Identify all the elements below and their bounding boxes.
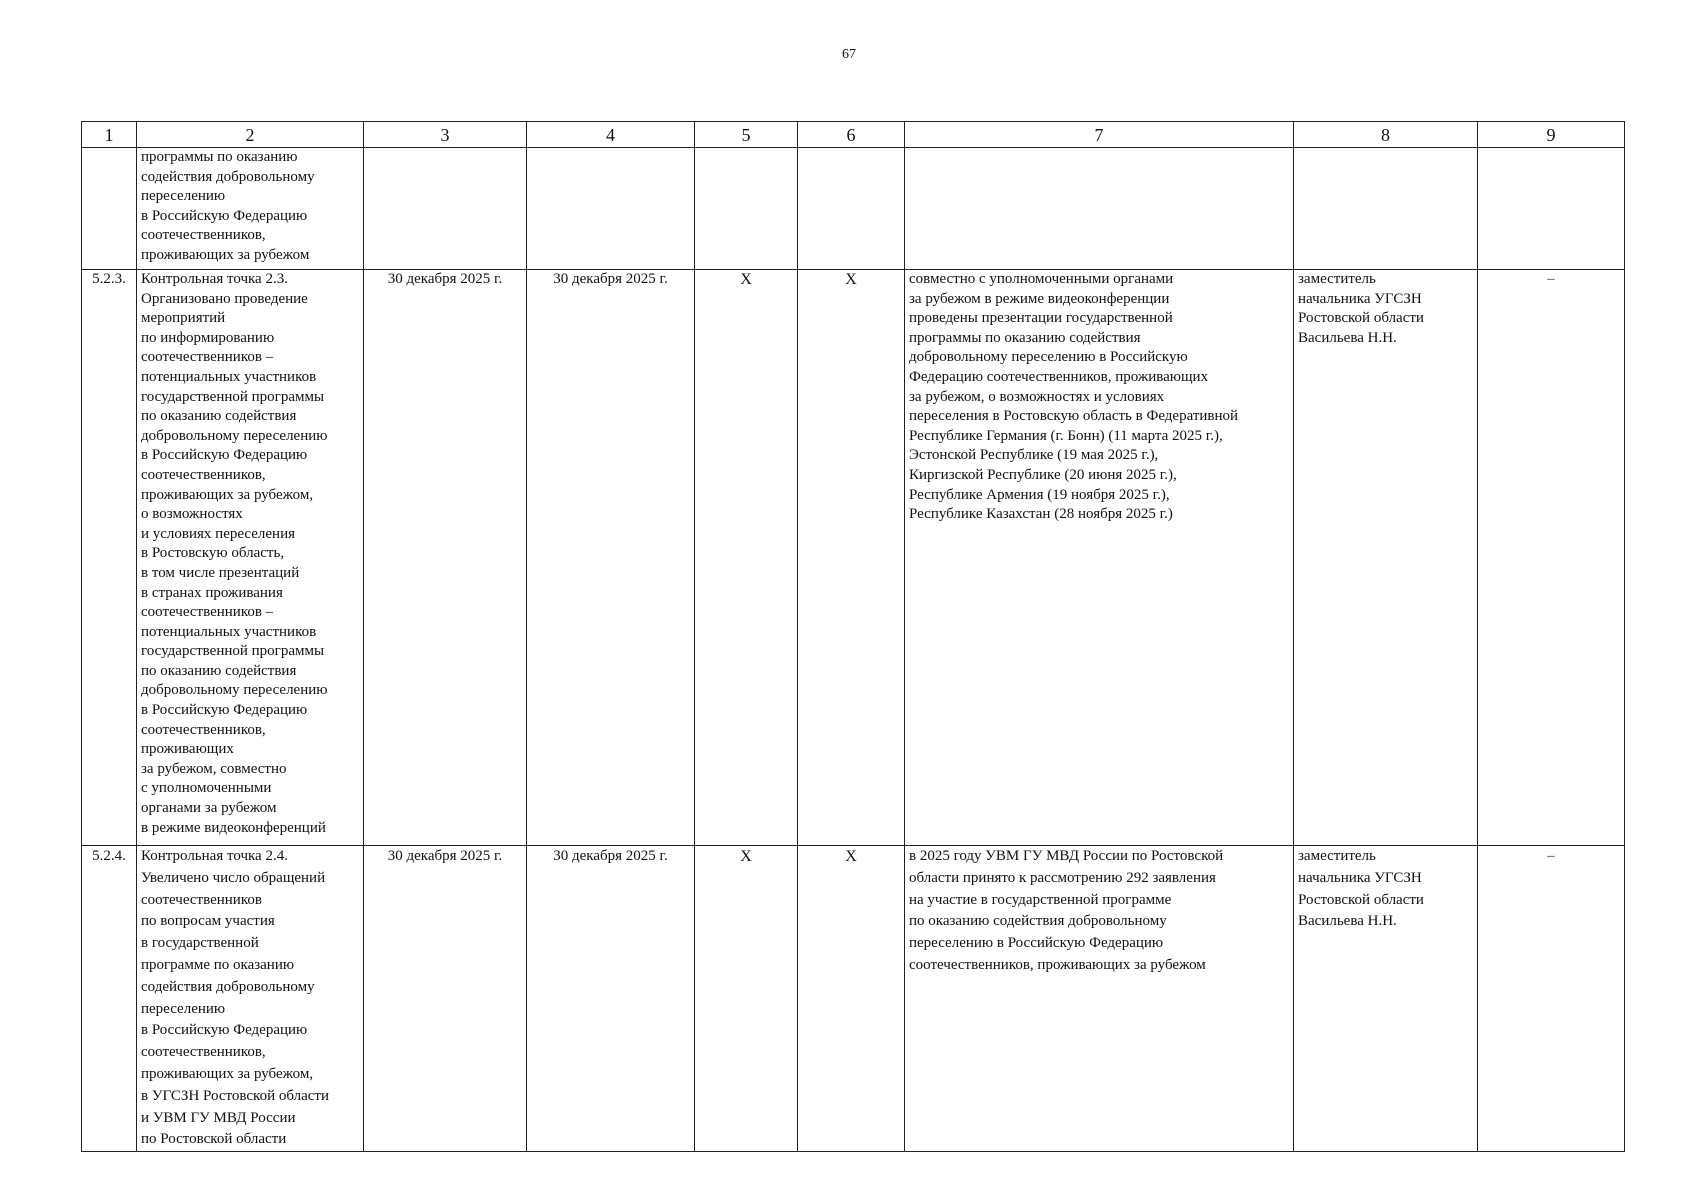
header-row (82, 122, 1625, 148)
activity-name: Контрольная точка 2.3. Организовано проведение мероприятий по информированию соотечественников – потенциальных участников государственной программы по оказанию содействия добровольному переселению в Российскую Федерацию соотечественников, проживающих за рубежом, о возможностях и условиях переселения в Ростовскую область, в том числе презентаций в странах проживания соотечественников – потенциальных участников государственной программы по оказанию содействия добровольному переселению в Российскую Федерацию соотечественников, проживающих за рубежом, совместно с уполномоченными органами за рубежом в режиме видеоконференций (137, 270, 364, 846)
column-header-5: 5 (695, 122, 798, 148)
column-6-value: Х (798, 846, 905, 1152)
activity-name: программы по оказанию содействия добровольному переселению в Российскую Федерацию соотечественников, проживающих за рубежом (137, 148, 364, 270)
result-text: совместно с уполномоченными органами за рубежом в режиме видеоконференции проведены презентации государственной программы по оказанию содействия добровольному переселению в Российскую Федерацию соотечественников, проживающих за рубежом, о возможностях и условиях переселения в Ростовскую область в Федеративной Республике Германия (г. Бонн) (11 марта 2025 г.), Эстонской Республике (19 мая 2025 г.), Киргизской Республике (20 июня 2025 г.), Республике Армения (19 ноября 2025 г.), Республике Казахстан (28 ноября 2025 г.) (905, 270, 1294, 846)
table-row (82, 148, 1625, 270)
page-number: 67 (842, 47, 856, 62)
fact-date: 30 декабря 2025 г. (527, 270, 695, 846)
fact-date (527, 148, 695, 270)
column-header-7: 7 (905, 122, 1294, 148)
fact-date: 30 декабря 2025 г. (527, 846, 695, 1152)
responsible-person: заместитель начальника УГСЗН Ростовской области Васильева Н.Н. (1294, 270, 1478, 846)
row-number (82, 148, 137, 270)
column-header-4: 4 (527, 122, 695, 148)
activity-name: Контрольная точка 2.4. Увеличено число обращений соотечественников по вопросам участия в государственной программе по оказанию содействия добровольному переселению в Российскую Федерацию соотечественников, проживающих за рубежом, в УГСЗН Ростовской области и УВМ ГУ МВД России по Ростовской области (137, 846, 364, 1152)
column-6-value (798, 148, 905, 270)
responsible-person: заместитель начальника УГСЗН Ростовской области Васильева Н.Н. (1294, 846, 1478, 1152)
column-header-2: 2 (137, 122, 364, 148)
result-text: в 2025 году УВМ ГУ МВД России по Ростовской области принято к рассмотрению 292 заявления на участие в государственной программе по оказанию содействия добровольному переселению в Российскую Федерацию соотечественников, проживающих за рубежом (905, 846, 1294, 1152)
column-5-value: Х (695, 846, 798, 1152)
document-table (81, 121, 1625, 1152)
column-header-1: 1 (82, 122, 137, 148)
plan-date: 30 декабря 2025 г. (364, 270, 527, 846)
column-header-6: 6 (798, 122, 905, 148)
column-6-value: Х (798, 270, 905, 846)
note: – (1478, 270, 1625, 846)
column-header-9: 9 (1478, 122, 1625, 148)
column-5-value (695, 148, 798, 270)
row-number: 5.2.4. (82, 846, 137, 1152)
row-number: 5.2.3. (82, 270, 137, 846)
column-header-3: 3 (364, 122, 527, 148)
plan-date (364, 148, 527, 270)
note (1478, 148, 1625, 270)
table-row (82, 270, 1625, 846)
note: – (1478, 846, 1625, 1152)
column-5-value: Х (695, 270, 798, 846)
result-text (905, 148, 1294, 270)
responsible-person (1294, 148, 1478, 270)
table-row (82, 846, 1625, 1152)
plan-date: 30 декабря 2025 г. (364, 846, 527, 1152)
column-header-8: 8 (1294, 122, 1478, 148)
